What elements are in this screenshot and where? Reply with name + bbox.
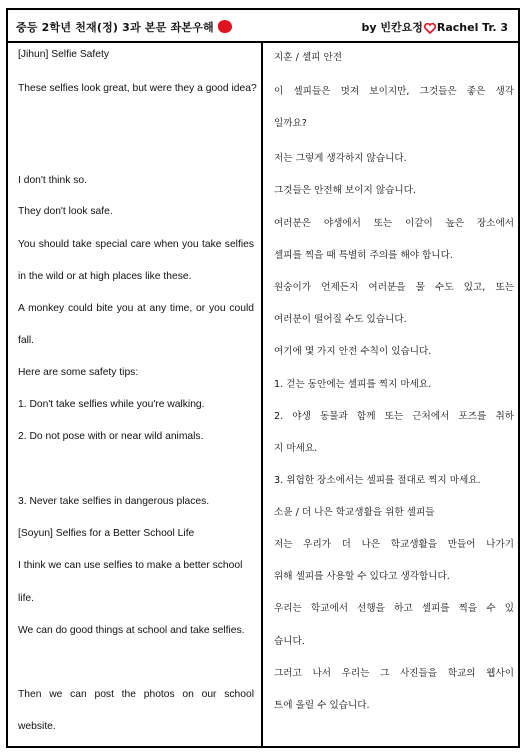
red-heart-icon: [217, 19, 233, 34]
english-line-20: Then we can post the photos on our school: [18, 689, 254, 700]
korean-line-16: 저는 우리가 더 나은 학교생활을 만들어 나가기: [274, 539, 514, 550]
byline-suffix: Rachel Tr. 3: [436, 21, 508, 34]
korean-line-20: 그러고 나서 우리는 그 사진들을 학교의 웹사이: [274, 668, 514, 679]
english-line-4: I don't think so.: [18, 175, 87, 186]
korean-line-9: 여러분이 떨어질 수도 있습니다.: [274, 314, 407, 325]
korean-line-15: 소윤 / 더 나은 학교생활을 위한 셀피들: [274, 507, 435, 518]
english-line-5: They don't look safe.: [18, 206, 113, 217]
english-line-2: These selfies look great, but were they a good idea?: [18, 83, 257, 94]
english-line-17: life.: [18, 593, 35, 604]
english-line-7: in the wild or at high places like these.: [18, 271, 192, 282]
worksheet-title: [16, 19, 232, 35]
english-line-16: I think we can use selfies to make a better school: [18, 560, 243, 571]
korean-line-4: 저는 그렇게 생각하지 않습니다.: [274, 153, 407, 164]
author-byline: [361, 19, 508, 37]
byline-prefix: by 빈칸요정: [361, 21, 423, 34]
english-line-9: fall.: [18, 335, 35, 346]
korean-line-12: 2. 야생 동물과 함께 또는 근처에서 포즈를 취하: [274, 411, 514, 422]
english-line-1: [Jihun] Selfie Safety: [18, 49, 110, 60]
english-line-10: Here are some safety tips:: [18, 367, 139, 378]
english-line-15: [Soyun] Selfies for a Better School Life: [18, 528, 195, 539]
korean-line-7: 셀피를 찍을 때 특별히 주의를 해야 합니다.: [274, 250, 453, 261]
korean-line-8: 원숭이가 언제든지 여러분을 물 수도 있고, 또는: [274, 282, 514, 293]
korean-line-5: 그것들은 안전해 보이지 않습니다.: [274, 185, 416, 196]
worksheet: [6, 8, 520, 748]
english-line-18: We can do good things at school and take selfies.: [18, 625, 245, 636]
korean-line-18: 우리는 학교에서 선행을 하고 셀피를 찍을 수 있: [274, 603, 514, 614]
korean-line-13: 지 마세요.: [274, 443, 318, 454]
korean-line-3: 일까요?: [274, 118, 307, 129]
heart-outline-icon: [424, 23, 436, 37]
korean-line-17: 위해 셀피를 사용할 수 있다고 생각합니다.: [274, 571, 450, 582]
english-line-14: 3. Never take selfies in dangerous places.: [18, 496, 210, 507]
english-line-11: 1. Don't take selfies while you're walking.: [18, 399, 205, 410]
korean-line-21: 트에 올릴 수 있습니다.: [274, 700, 370, 711]
english-line-12: 2. Do not pose with or near wild animals.: [18, 431, 204, 442]
english-line-6: You should take special care when you take selfies: [18, 239, 254, 250]
english-line-8: A monkey could bite you at any time, or you could: [18, 303, 254, 314]
korean-line-11: 1. 걷는 동안에는 셀피를 찍지 마세요.: [274, 379, 432, 390]
korean-line-1: 지훈 / 셀피 안전: [274, 52, 342, 63]
korean-line-19: 습니다.: [274, 636, 305, 647]
korean-line-2: 이 셀피들은 멋져 보이지만, 그것들은 좋은 생각: [274, 86, 514, 97]
title-text: 중등 2학년 천재(정) 3과 본문 좌본우해: [16, 21, 214, 34]
korean-line-10: 여기에 몇 가지 안전 수칙이 있습니다.: [274, 346, 432, 357]
column-divider: [261, 43, 263, 747]
korean-line-14: 3. 위험한 장소에서는 셀피를 절대로 찍지 마세요.: [274, 475, 481, 486]
english-line-21: website.: [18, 721, 56, 732]
korean-line-6: 여러분은 야생에서 또는 이같이 높은 장소에서: [274, 218, 514, 229]
header-bar: [8, 10, 518, 43]
